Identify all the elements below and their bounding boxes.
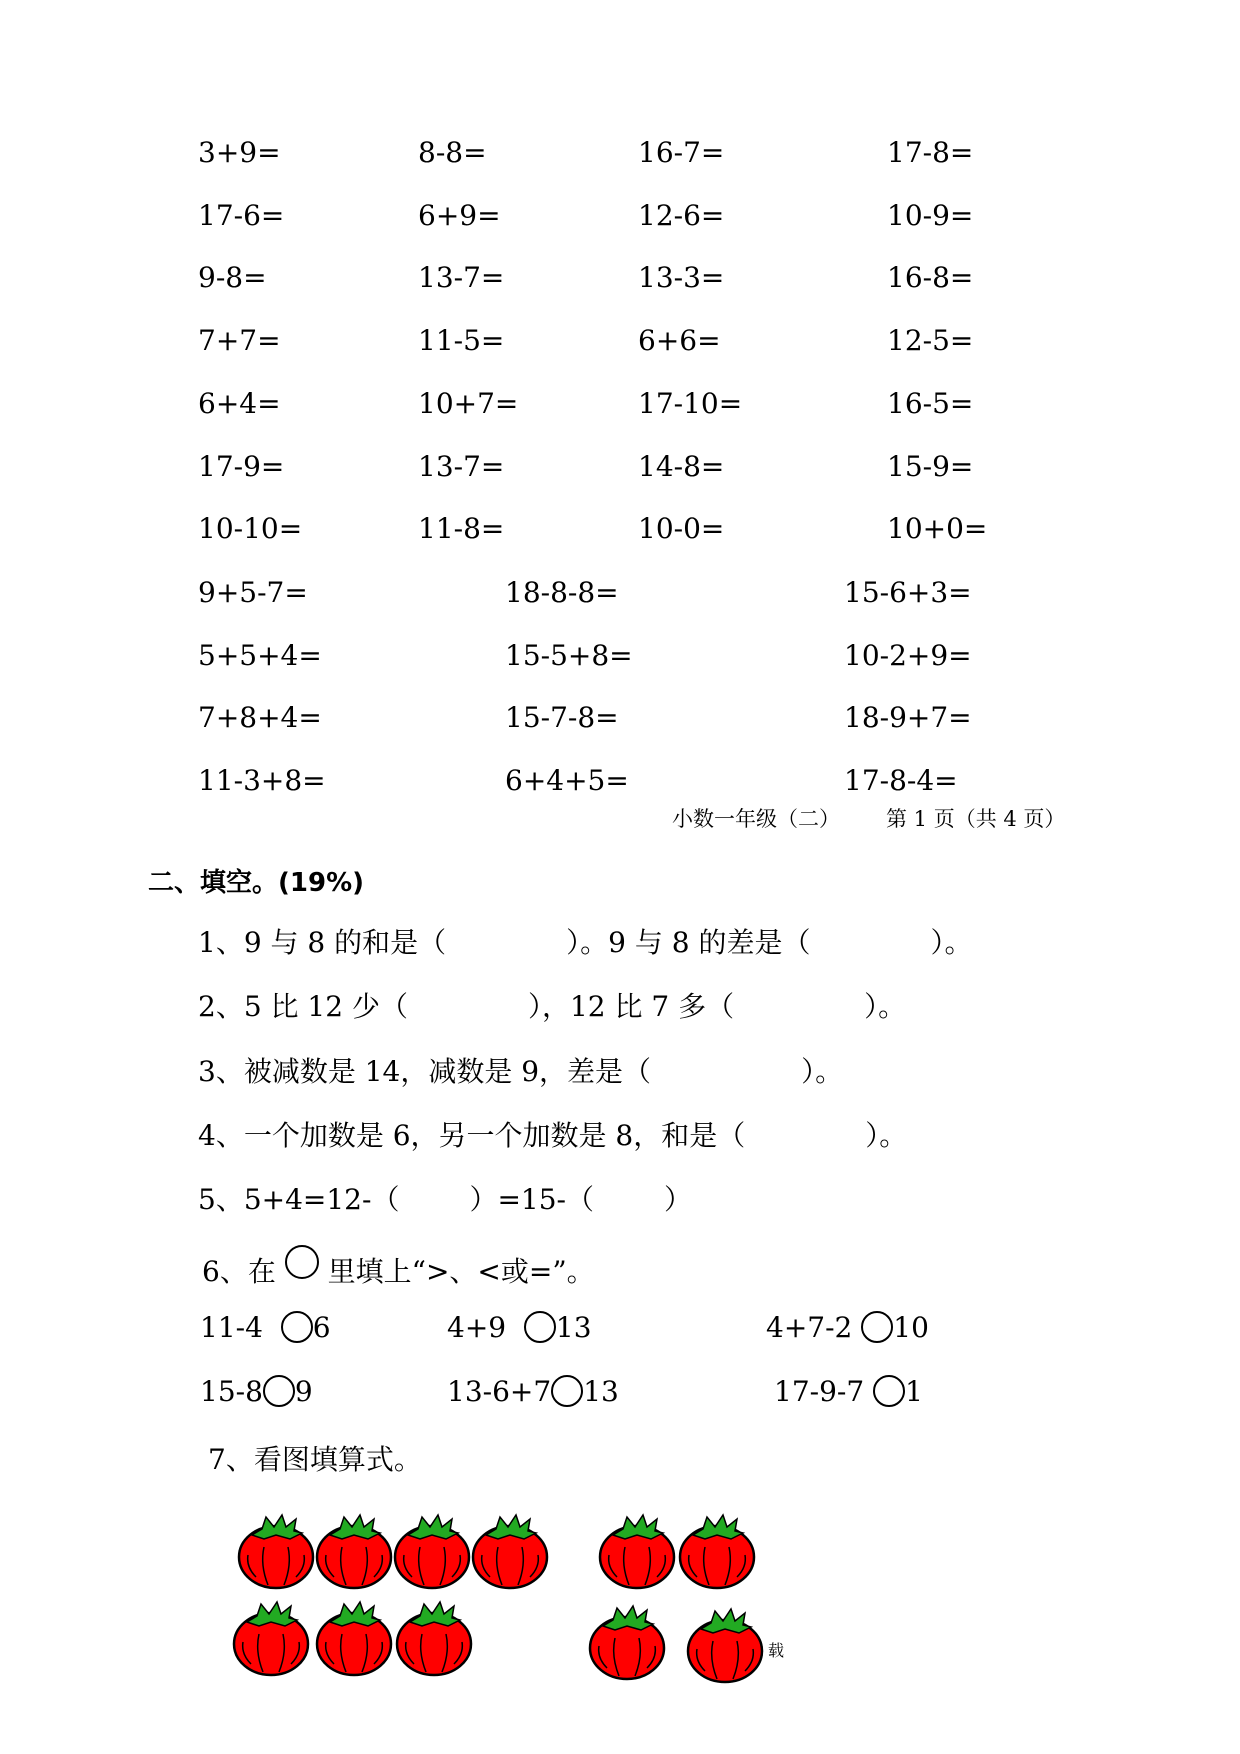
arithmetic-problem: 9-8= <box>198 261 267 295</box>
footer-grade: 小数一年级（二） <box>672 807 840 831</box>
tomato <box>397 1602 471 1675</box>
arithmetic-problem: 12-5= <box>887 324 974 358</box>
arithmetic-problem: 6+6= <box>638 324 721 358</box>
arithmetic-problem: 8-8= <box>418 136 487 169</box>
arithmetic-problem: 17-6= <box>198 198 285 232</box>
arithmetic-problem: 7+8+4= <box>198 701 322 735</box>
q1-part-b: ）。9 与 8 的差是（ <box>566 926 811 959</box>
q2-part-a: 2、5 比 12 少（ <box>198 990 408 1023</box>
q2-part-c: ）。 <box>864 990 907 1023</box>
arithmetic-problem: 17-8-4= <box>844 764 958 798</box>
arithmetic-problem: 10-9= <box>887 198 974 232</box>
tomato <box>600 1515 674 1588</box>
tomato <box>395 1515 469 1588</box>
q6-part-b: 里填上“>、<或=”。 <box>327 1255 595 1288</box>
arithmetic-problem: 3+9= <box>198 136 281 169</box>
arithmetic-problem: 10+0= <box>887 512 988 546</box>
arithmetic-problem: 6+9= <box>418 198 501 232</box>
compare-left: 17-9-7 <box>774 1375 865 1408</box>
arithmetic-problem: 11-5= <box>418 324 505 358</box>
q6-part-a: 6、在 <box>202 1255 276 1288</box>
arithmetic-problem: 6+4= <box>198 386 281 420</box>
section-title: 二、填空。(19%) <box>148 868 364 898</box>
arithmetic-problem: 11-8= <box>418 512 505 546</box>
compare-right: 13 <box>583 1375 619 1408</box>
compare-right: 9 <box>294 1375 313 1408</box>
arithmetic-problem: 10-2+9= <box>844 638 972 672</box>
arithmetic-problem: 17-9= <box>198 449 285 483</box>
arithmetic-problem: 13-7= <box>418 261 505 295</box>
tomato <box>680 1515 754 1588</box>
arithmetic-problem: 11-3+8= <box>198 764 326 798</box>
arithmetic-problem: 15-9= <box>887 449 974 483</box>
compare-right: 1 <box>905 1375 923 1408</box>
tomato <box>688 1609 762 1682</box>
q3-part-b: ）。 <box>801 1055 844 1088</box>
arithmetic-problem: 10+7= <box>418 386 519 420</box>
tomato <box>590 1606 664 1679</box>
arithmetic-problem: 13-3= <box>638 261 725 295</box>
question-7: 7、看图填算式。 <box>208 1443 422 1476</box>
compare-right: 6 <box>312 1311 331 1344</box>
compare-left: 4+9 <box>447 1311 507 1344</box>
tomato <box>234 1602 308 1675</box>
arithmetic-problem: 16-5= <box>887 386 974 420</box>
arithmetic-problem: 17-10= <box>638 386 743 420</box>
q2-part-b: ），12 比 7 多（ <box>527 990 735 1023</box>
q1-part-c: ）。 <box>930 926 973 959</box>
q1-part-a: 1、9 与 8 的和是（ <box>198 926 447 959</box>
arithmetic-problem: 14-8= <box>638 449 725 483</box>
q5-part-c: ） <box>664 1183 693 1216</box>
q4-part-b: ）。 <box>865 1119 908 1152</box>
arithmetic-problem: 15-6+3= <box>844 576 972 609</box>
compare-left: 4+7-2 <box>766 1311 853 1344</box>
arithmetic-problem: 13-7= <box>418 449 505 483</box>
arithmetic-problem: 10-0= <box>638 512 725 546</box>
compare-left: 15-8 <box>200 1375 263 1408</box>
compare-left: 13-6+7 <box>447 1375 552 1408</box>
compare-right: 10 <box>893 1311 929 1344</box>
q5-part-b: ）=15-（ <box>469 1183 595 1216</box>
tomato-caption: 载 <box>768 1641 785 1660</box>
arithmetic-problem: 16-7= <box>638 136 725 169</box>
tomato <box>473 1515 547 1588</box>
arithmetic-problem: 16-8= <box>887 261 974 295</box>
tomato <box>317 1515 391 1588</box>
arithmetic-problem: 18-9+7= <box>844 701 972 735</box>
arithmetic-problem: 9+5-7= <box>198 576 308 609</box>
arithmetic-problem: 12-6= <box>638 198 725 232</box>
compare-right: 13 <box>555 1311 592 1344</box>
arithmetic-problem: 5+5+4= <box>198 638 322 672</box>
arithmetic-problem: 15-5+8= <box>505 638 633 672</box>
arithmetic-problem: 6+4+5= <box>505 764 629 798</box>
tomato <box>317 1602 391 1675</box>
q4-part-a: 4、一个加数是 6，另一个加数是 8，和是（ <box>198 1119 746 1152</box>
arithmetic-problem: 17-8= <box>887 136 974 169</box>
arithmetic-problem: 15-7-8= <box>505 701 619 735</box>
q5-part-a: 5、5+4=12-（ <box>198 1183 400 1216</box>
footer-page: 第 1 页（共 4 页） <box>886 807 1066 831</box>
compare-left: 11-4 <box>200 1311 263 1344</box>
arithmetic-problem: 10-10= <box>198 512 303 546</box>
tomato <box>239 1515 313 1588</box>
q3-part-a: 3、被减数是 14，减数是 9，差是（ <box>198 1055 652 1088</box>
arithmetic-problem: 7+7= <box>198 324 281 358</box>
arithmetic-problem: 18-8-8= <box>505 576 619 609</box>
